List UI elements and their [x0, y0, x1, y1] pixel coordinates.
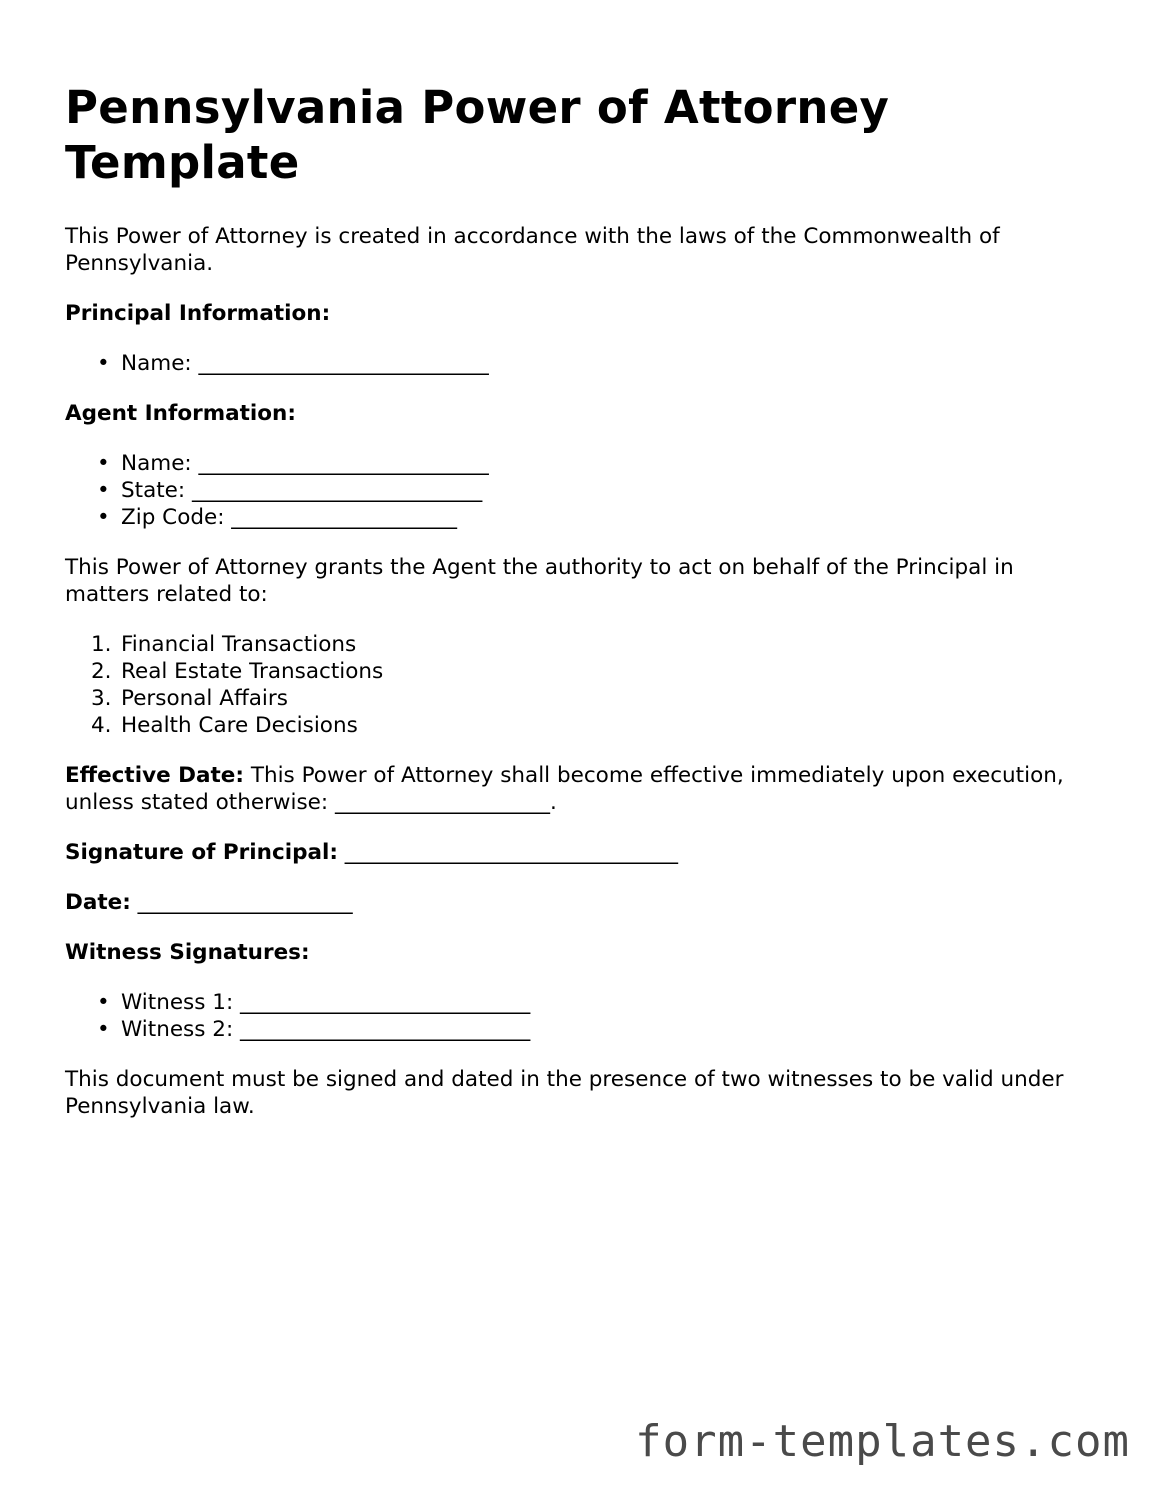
power-number: 3. [91, 686, 112, 711]
witness-fields-list [65, 989, 1095, 1043]
power-item [91, 712, 1095, 739]
agent-fields-list [65, 450, 1095, 531]
effective-date-paragraph [65, 762, 1095, 816]
powers-list [65, 631, 1095, 739]
principal-heading: Principal Information: [65, 301, 331, 326]
signature-line [65, 839, 1095, 866]
witness-1-field [97, 989, 1095, 1016]
watermark: form-templates.com [635, 1416, 1130, 1467]
agent-state-text: State: ___________________________ [121, 478, 483, 503]
agent-zip-field [97, 504, 1095, 531]
effective-date-label: Effective Date: [65, 763, 244, 788]
power-item [91, 631, 1095, 658]
agent-state-field [97, 477, 1095, 504]
power-number: 1. [91, 632, 112, 657]
intro-paragraph: This Power of Attorney is created in accordance with the laws of the Commonwealth of Pennsylvania. [65, 224, 1000, 276]
date-blank: ____________________ [130, 890, 353, 915]
signature-label: Signature of Principal: [65, 840, 338, 865]
witness-heading: Witness Signatures: [65, 940, 310, 965]
document-title: Pennsylvania Power of Attorney Template [65, 81, 890, 189]
power-text: Health Care Decisions [121, 713, 358, 738]
document-page [65, 80, 1095, 1143]
power-text: Personal Affairs [121, 686, 288, 711]
power-item [91, 658, 1095, 685]
bullet: • [97, 478, 110, 503]
agent-name-text: Name: ___________________________ [121, 451, 489, 476]
witness-2-text: Witness 2: ___________________________ [121, 1017, 531, 1042]
bullet: • [97, 1017, 110, 1042]
closing-paragraph: This document must be signed and dated in the presence of two witnesses to be valid under Pennsylvania law. [65, 1067, 1064, 1119]
agent-heading: Agent Information: [65, 401, 296, 426]
bullet: • [97, 505, 110, 530]
date-line [65, 889, 1095, 916]
principal-name-field [97, 350, 1095, 377]
principal-fields-list [65, 350, 1095, 377]
agent-zip-text: Zip Code: _____________________ [121, 505, 458, 530]
bullet: • [97, 451, 110, 476]
authority-paragraph: This Power of Attorney grants the Agent the authority to act on behalf of the Principal in matters related to: [65, 555, 1014, 607]
bullet: • [97, 990, 110, 1015]
agent-name-field [97, 450, 1095, 477]
signature-blank: _______________________________ [337, 840, 679, 865]
power-text: Real Estate Transactions [121, 659, 384, 684]
principal-name-text: Name: ___________________________ [121, 351, 489, 376]
power-number: 2. [91, 659, 112, 684]
power-text: Financial Transactions [121, 632, 357, 657]
date-label: Date: [65, 890, 131, 915]
bullet: • [97, 351, 110, 376]
witness-2-field [97, 1016, 1095, 1043]
witness-1-text: Witness 1: ___________________________ [121, 990, 531, 1015]
effective-date-text: This Power of Attorney shall become effective immediately upon execution, unless stated otherwise: ____________________. [65, 763, 1064, 815]
power-number: 4. [91, 713, 112, 738]
power-item [91, 685, 1095, 712]
